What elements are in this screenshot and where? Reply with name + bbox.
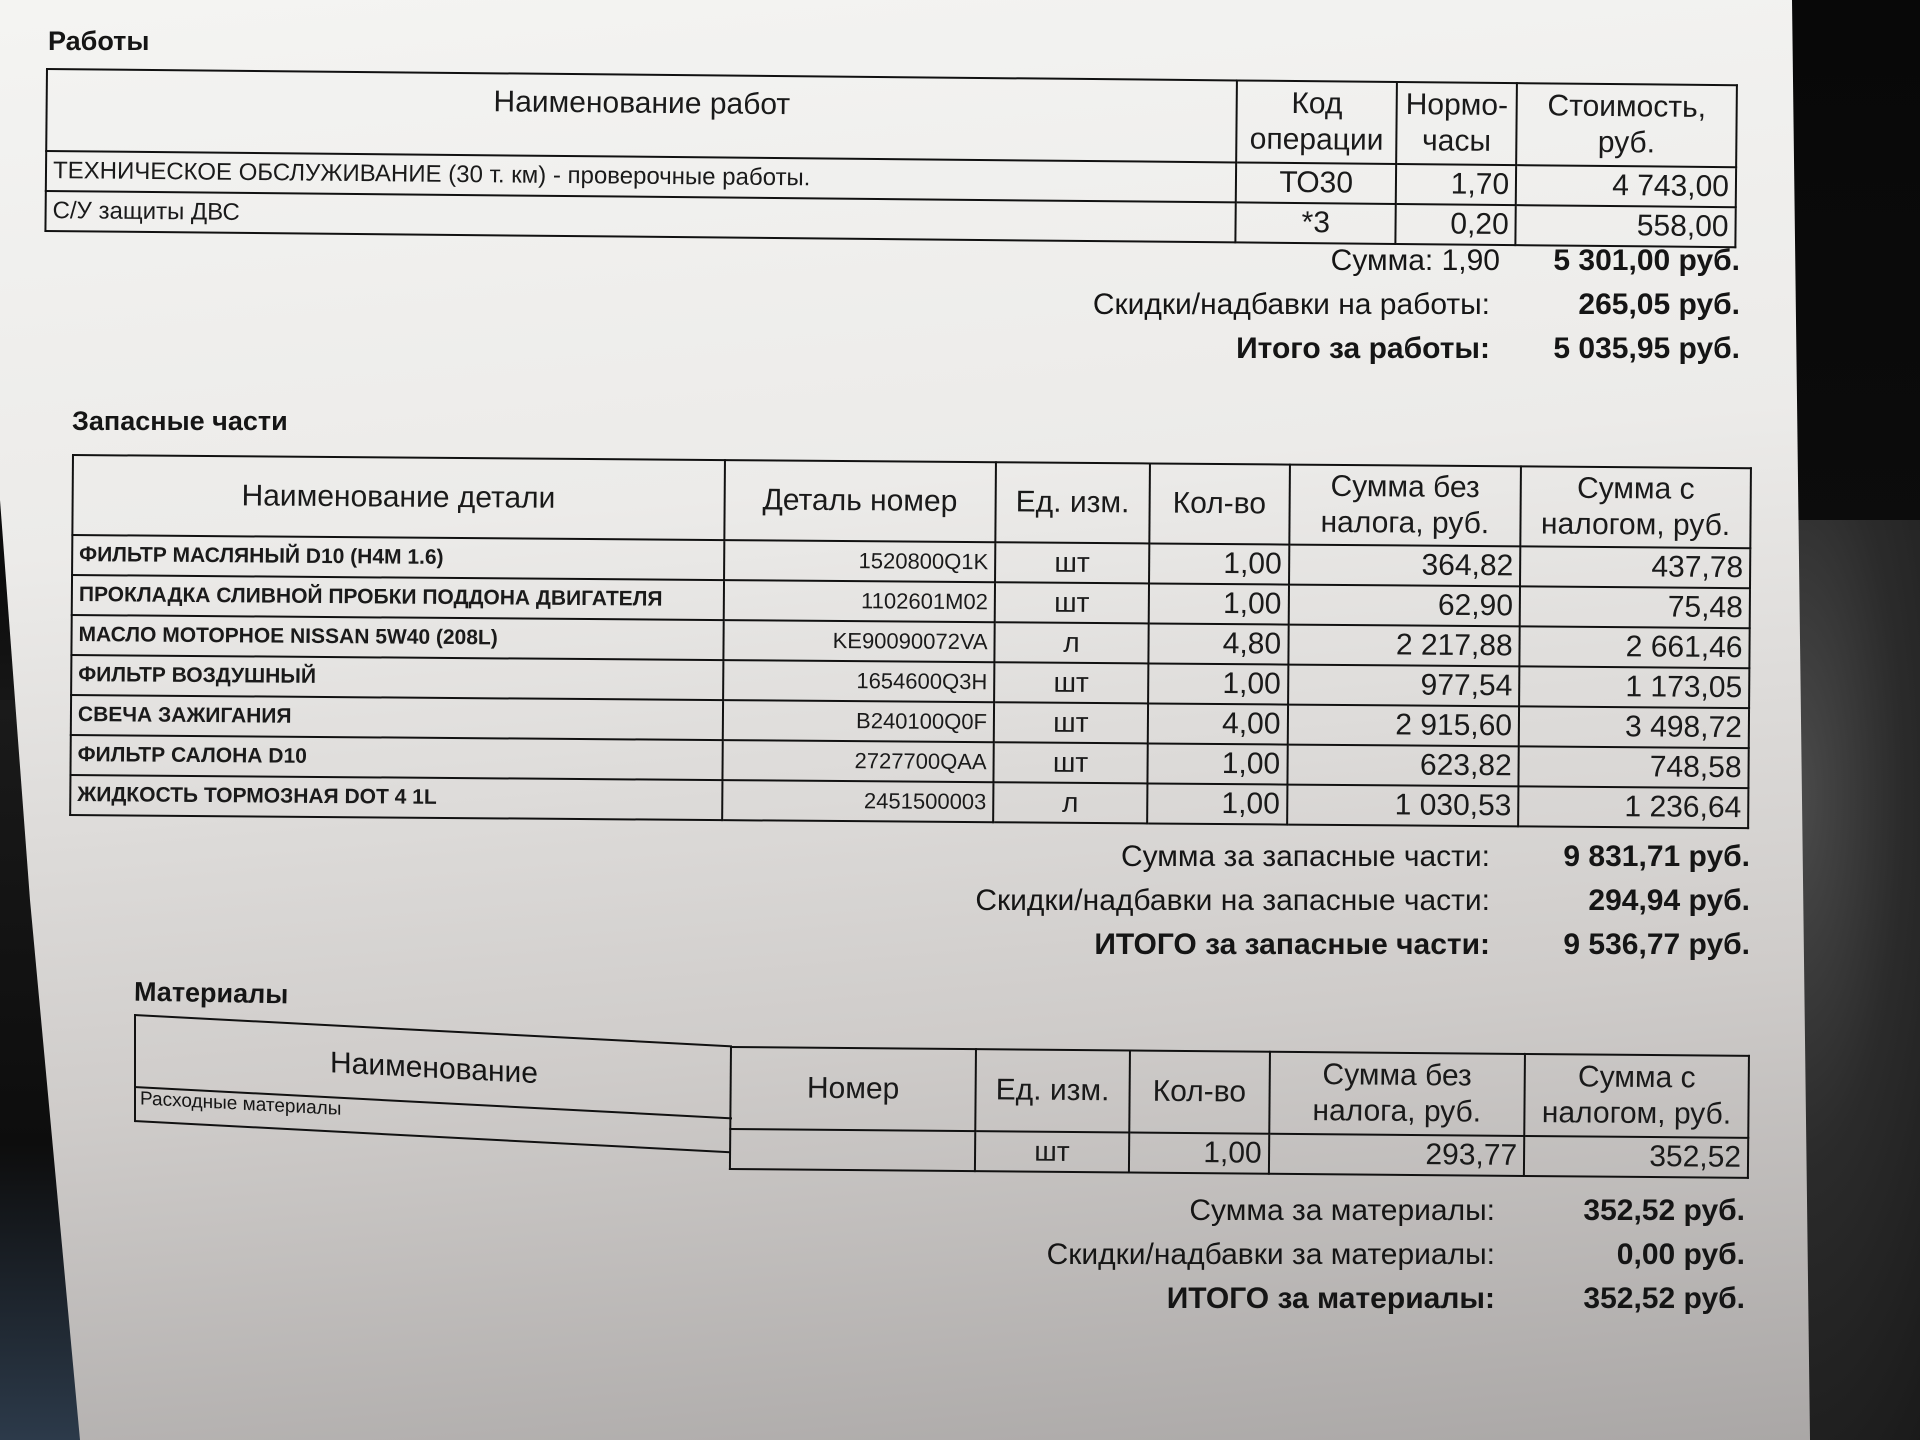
part-gross: 748,58 [1519,746,1749,788]
part-name: ФИЛЬТР МАСЛЯНЫЙ D10 (H4M 1.6) [72,535,724,580]
work-name: ТЕХНИЧЕСКОЕ ОБСЛУЖИВАНИЕ (30 т. км) - проверочные работы. [46,151,1237,202]
materials-header-gross: Сумма с налогом, руб. [1524,1054,1749,1138]
part-number: KE90090072VA [723,620,995,662]
work-code: ТО30 [1236,162,1396,204]
part-qty: 1,00 [1149,543,1289,584]
works-total-value: 5 035,95 руб. [1553,332,1740,365]
part-number: 1102601M02 [723,580,995,622]
works-header-name: Наименование работ [46,69,1237,162]
material-number [730,1129,975,1171]
part-net: 1 030,53 [1287,785,1519,827]
materials-header-net: Сумма без налога, руб. [1269,1052,1525,1136]
part-unit: шт [995,582,1149,623]
parts-sum-value: 9 831,71 руб. [1563,840,1750,873]
part-number: 2451500003 [722,780,994,822]
part-qty: 4,80 [1148,623,1288,664]
work-cost: 4 743,00 [1516,165,1736,207]
parts-header-number: Деталь номер [724,460,996,542]
part-name: МАСЛО МОТОРНОЕ NISSAN 5W40 (208L) [71,615,723,660]
part-gross: 3 498,72 [1519,706,1749,748]
part-qty: 4,00 [1148,703,1288,744]
works-total-label: Итого за работы: [1236,332,1490,365]
part-qty: 1,00 [1147,743,1287,784]
part-gross: 75,48 [1520,586,1750,628]
part-net: 977,54 [1288,665,1520,707]
works-discount-value: 265,05 руб. [1578,288,1740,321]
parts-header-net: Сумма без налога, руб. [1289,465,1521,547]
works-discount-label: Скидки/надбавки на работы: [1092,288,1490,321]
part-name: ПРОКЛАДКА СЛИВНОЙ ПРОБКИ ПОДДОНА ДВИГАТЕЛЯ [72,575,724,620]
parts-sum-label: Сумма за запасные части: [1120,840,1490,873]
part-name: ЖИДКОСТЬ ТОРМОЗНАЯ DOT 4 1L [70,775,722,820]
part-gross: 2 661,46 [1520,626,1750,668]
part-net: 2 915,60 [1287,705,1519,747]
material-gross: 352,52 [1524,1136,1748,1178]
works-header-hours: Нормо- часы [1396,82,1517,165]
materials-totals [900,1194,1745,1326]
materials-sum-label: Сумма за материалы: [1189,1194,1495,1227]
materials-header-row [730,1047,1749,1138]
material-qty: 1,00 [1129,1132,1269,1173]
material-net: 293,77 [1269,1134,1525,1176]
parts-total-label: ИТОГО за запасные части: [1094,928,1490,961]
part-net: 62,90 [1288,585,1520,627]
works-header-code: Код операции [1236,80,1397,164]
parts-sum-row [900,840,1750,884]
works-discount-row [900,288,1740,332]
part-unit: л [993,782,1147,823]
works-section-title: Работы [48,26,150,56]
parts-discount-label: Скидки/надбавки на запасные части: [975,884,1490,917]
parts-total-row [900,928,1750,972]
parts-section-title: Запасные части [72,406,288,436]
part-qty: 1,00 [1147,783,1287,824]
materials-total-value: 352,52 руб. [1583,1282,1745,1315]
part-gross: 1 173,05 [1519,666,1749,708]
part-net: 364,82 [1289,545,1521,587]
parts-header-qty: Кол-во [1149,463,1289,544]
part-name: ФИЛЬТР САЛОНА D10 [70,735,722,780]
works-table [44,68,1737,248]
parts-header-gross: Сумма с налогом, руб. [1520,466,1750,548]
part-unit: шт [994,662,1148,703]
part-net: 2 217,88 [1288,625,1520,667]
parts-totals [900,840,1750,972]
work-cost: 558,00 [1516,205,1736,247]
part-number: B240100Q0F [722,700,994,742]
works-header-cost: Стоимость, руб. [1516,83,1737,167]
material-name: Расходные материалы [134,1086,730,1153]
part-qty: 1,00 [1149,583,1289,624]
work-hours: 1,70 [1396,164,1516,205]
materials-discount-row [900,1238,1745,1282]
part-unit: шт [993,742,1147,783]
materials-table [729,1046,1750,1179]
parts-header-unit: Ед. изм. [995,462,1149,543]
part-gross: 1 236,64 [1518,786,1748,828]
materials-sum-value: 352,52 руб. [1583,1194,1745,1227]
part-unit: шт [994,702,1148,743]
works-total-row [900,332,1740,376]
materials-discount-label: Скидки/надбавки за материалы: [1046,1238,1495,1271]
material-unit: шт [975,1131,1129,1172]
materials-header-qty: Кол-во [1129,1050,1269,1133]
materials-name-block [134,1014,732,1195]
work-name: С/У защиты ДВС [45,191,1236,242]
parts-header-row [72,455,1751,548]
parts-discount-row [900,884,1750,928]
works-sum-label: Сумма: 1,90 [1330,244,1500,277]
materials-header-unit: Ед. изм. [975,1049,1130,1132]
part-number: 1654600Q3H [723,660,995,702]
materials-total-row [900,1282,1745,1326]
part-name: ФИЛЬТР ВОЗДУШНЫЙ [71,655,723,700]
part-unit: л [994,622,1148,663]
parts-header-name: Наименование детали [72,455,724,540]
works-sum-row [900,244,1740,288]
materials-row [730,1129,1748,1178]
part-unit: шт [995,542,1149,583]
parts-total-value: 9 536,77 руб. [1563,928,1750,961]
part-qty: 1,00 [1148,663,1288,704]
part-name: СВЕЧА ЗАЖИГАНИЯ [71,695,723,740]
works-sum-value: 5 301,00 руб. [1553,244,1740,277]
materials-section-title: Материалы [133,976,289,1010]
parts-discount-value: 294,94 руб. [1588,884,1750,917]
materials-discount-value: 0,00 руб. [1616,1238,1745,1271]
materials-total-label: ИТОГО за материалы: [1166,1282,1495,1315]
work-hours: 0,20 [1396,204,1516,245]
materials-sum-row [900,1194,1745,1238]
part-gross: 437,78 [1520,546,1750,588]
materials-header-name: Наименование [134,1014,732,1119]
works-totals [900,244,1740,376]
part-number: 1520800Q1K [724,540,996,582]
work-code: *3 [1236,202,1396,244]
materials-header-number: Номер [730,1047,976,1131]
parts-table [69,454,1752,829]
part-net: 623,82 [1287,745,1519,787]
part-number: 2727700QAA [722,740,994,782]
